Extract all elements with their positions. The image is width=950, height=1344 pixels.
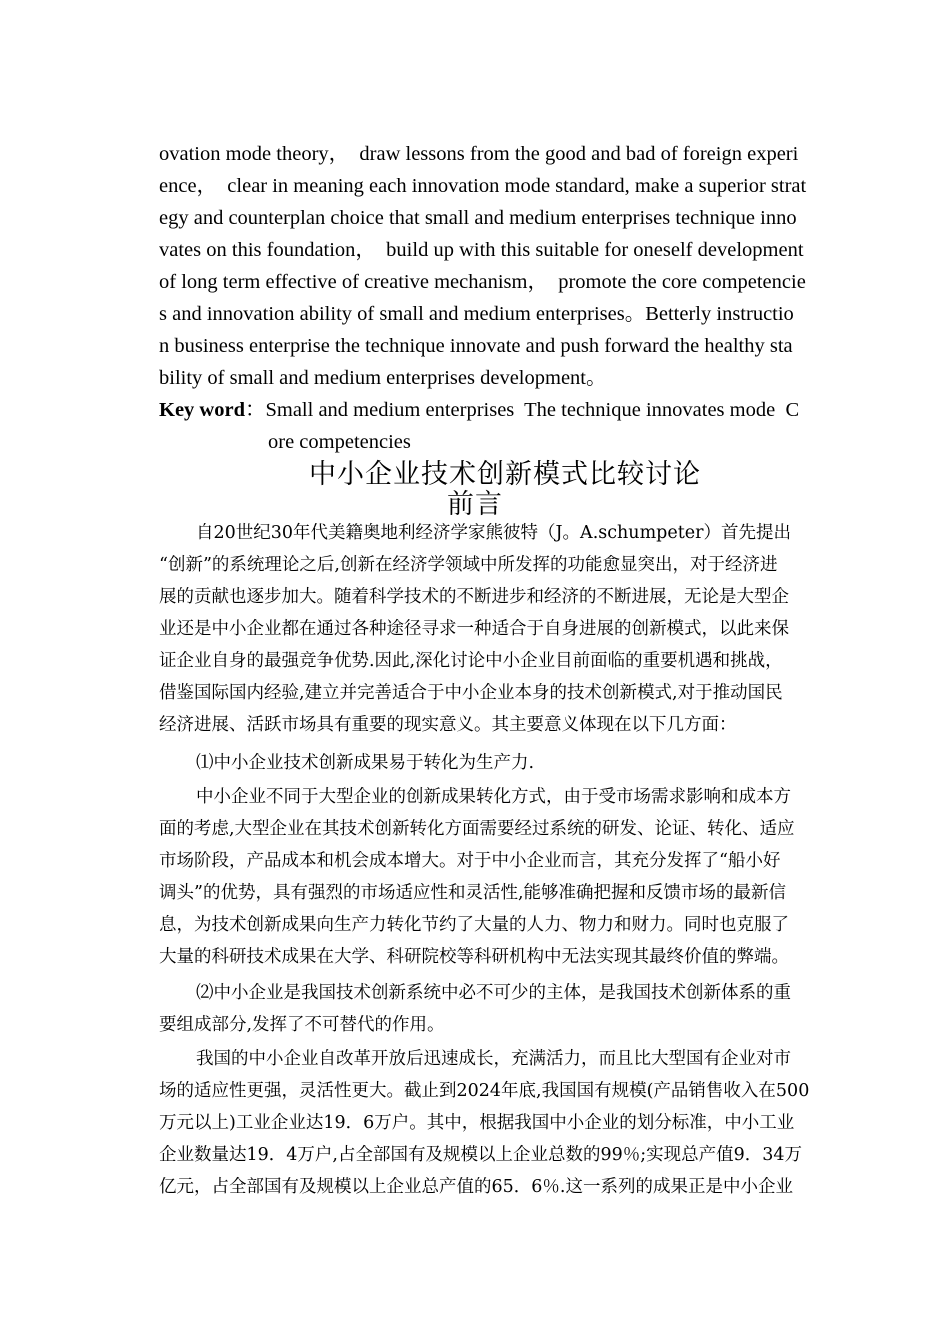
keywords-text: Small and medium enterprises The technique innovates mode C bbox=[265, 399, 800, 421]
abstract-line: n business enterprise the technique innovate and push forward the healthy sta bbox=[159, 335, 793, 357]
keywords-line bbox=[159, 394, 859, 426]
abstract-line: ovation mode theory， draw lessons from the good and bad of foreign experi bbox=[159, 143, 799, 165]
abstract-line: of long term effective of creative mechanism， promote the core competencie bbox=[159, 271, 806, 293]
body-line: 展的贡献也逐步加大。随着科学技术的不断进步和经济的不断进展，无论是大型企 bbox=[159, 587, 789, 607]
body-line: 证企业自身的最强竞争优势.因此,深化讨论中小企业目前面临的重要机遇和挑战， bbox=[159, 651, 783, 671]
abstract-line: egy and counterplan choice that small and medium enterprises technique inno bbox=[159, 207, 797, 229]
body-line: 大量的科研技术成果在大学、科研院校等科研机构中无法实现其最终价值的弊端。 bbox=[159, 947, 789, 967]
body-line: 万元以上)工业企业达19．6万户。其中，根据我国中小企业的划分标准，中小工业 bbox=[159, 1113, 795, 1133]
keywords-separator: ： bbox=[244, 399, 266, 421]
keywords-label: Key word bbox=[159, 399, 245, 421]
body-line: 经济进展、活跃市场具有重要的现实意义。其主要意义体现在以下几方面： bbox=[159, 715, 737, 735]
body-line: 我国的中小企业自改革开放后迅速成长，充满活力，而且比大型国有企业对市 bbox=[196, 1049, 791, 1069]
body-line: “创新”的系统理论之后,创新在经济学领域中所发挥的功能愈显突出，对于经济进 bbox=[159, 555, 778, 575]
body-line: 自20世纪30年代美籍奥地利经济学家熊彼特（J。A.schumpeter）首先提出 bbox=[196, 523, 791, 543]
body-line: 业还是中小企业都在通过各种途径寻求一种适合于自身进展的创新模式，以此来保 bbox=[159, 619, 789, 639]
abstract-line: s and innovation ability of small and medium enterprises。Betterly instructio bbox=[159, 303, 794, 325]
body-line: 息，为技术创新成果向生产力转化节约了大量的人力、物力和财力。同时也克服了 bbox=[159, 915, 789, 935]
body-line: 中小企业不同于大型企业的创新成果转化方式，由于受市场需求影响和成本方 bbox=[196, 787, 791, 807]
body-line: 市场阶段，产品成本和机会成本增大。对于中小企业而言，其充分发挥了“船小好 bbox=[159, 851, 781, 871]
paper-title: 中小企业技术创新模式比较讨论 bbox=[309, 459, 701, 490]
body-line: 调头”的优势，具有强烈的市场适应性和灵活性,能够准确把握和反馈市场的最新信 bbox=[159, 883, 787, 903]
body-line: 借鉴国际国内经验,建立并完善适合于中小企业本身的技术创新模式,对于推动国民 bbox=[159, 683, 783, 703]
body-line: 企业数量达19．4万户,占全部国有及规模以上企业总数的99％;实现总产值9．34万 bbox=[159, 1145, 803, 1165]
list-item-heading: ⑵中小企业是我国技术创新系统中必不可少的主体，是我国技术创新体系的重 bbox=[196, 983, 791, 1003]
abstract-line: vates on this foundation， build up with this suitable for oneself development bbox=[159, 239, 804, 261]
body-line: 亿元，占全部国有及规模以上企业总产值的65．6％.这一系列的成果正是中小企业 bbox=[159, 1177, 793, 1197]
section-title: 前言 bbox=[447, 489, 503, 520]
abstract-line: bility of small and medium enterprises development。 bbox=[159, 367, 607, 389]
list-item-heading: ⑴中小企业技术创新成果易于转化为生产力. bbox=[196, 753, 535, 773]
body-line: 面的考虑,大型企业在其技术创新转化方面需要经过系统的研发、论证、转化、适应 bbox=[159, 819, 795, 839]
body-line: 场的适应性更强，灵活性更大。截止到2024年底,我国国有规模(产品销售收入在500 bbox=[159, 1081, 810, 1101]
abstract-line: ence， clear in meaning each innovation mode standard, make a superior strat bbox=[159, 175, 807, 197]
keywords-line-continued: ore competencies bbox=[268, 431, 411, 453]
body-line: 要组成部分,发挥了不可替代的作用。 bbox=[159, 1015, 445, 1035]
